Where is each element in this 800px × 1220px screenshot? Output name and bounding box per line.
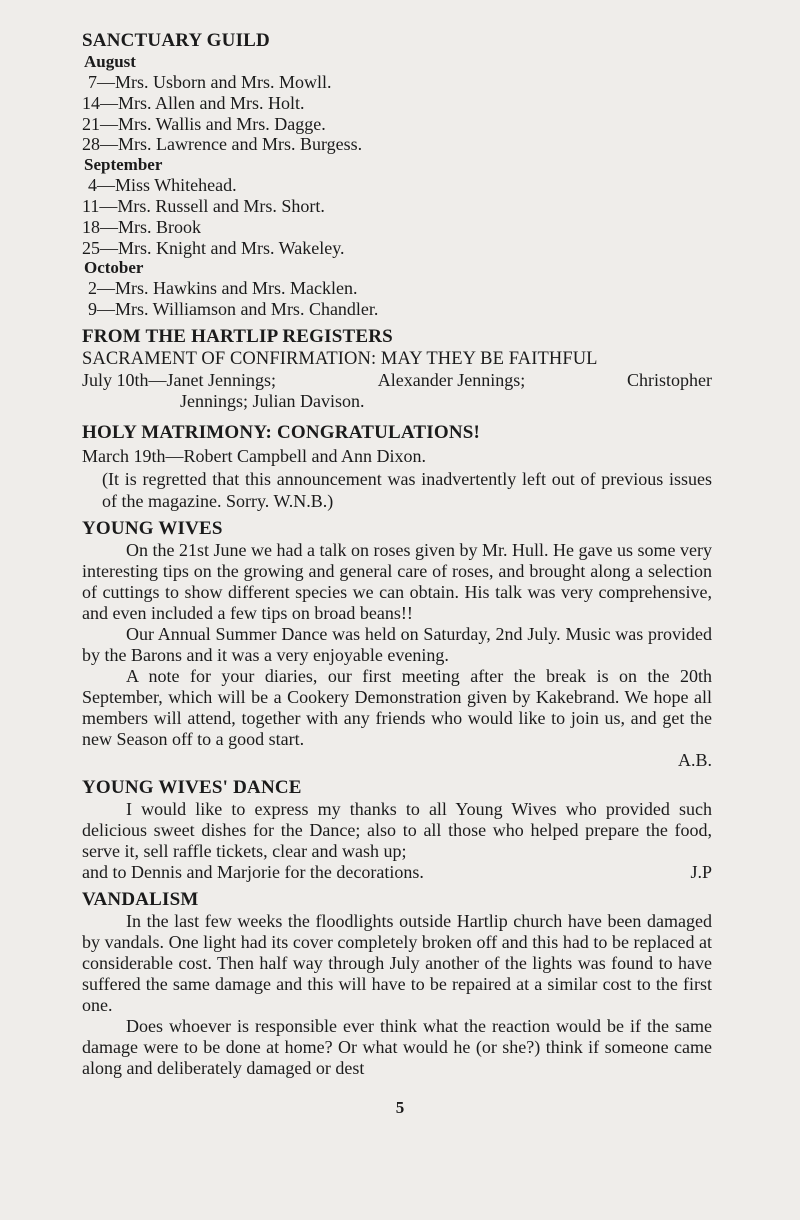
month-heading: September: [84, 155, 163, 175]
vandalism-paragraph: In the last few weeks the floodlights outside Hartlip church have been damaged by vandals. One light had its cover completely broken off and this had to be replaced at considerable cost. Then half way through July another of the lights was found to have suffered the same damage and this will have to be repaired at a similar cost to the first one.: [82, 910, 712, 1015]
section-title-young-wives: YOUNG WIVES: [82, 517, 223, 539]
rota-entry: 11—Mrs. Russell and Mrs. Short.: [82, 195, 325, 216]
page-number: 5: [395, 1098, 405, 1117]
month-heading: October: [84, 258, 144, 278]
rota-entry: 14—Mrs. Allen and Mrs. Holt.: [82, 92, 305, 113]
rota-entry: 25—Mrs. Knight and Mrs. Wakeley.: [82, 237, 345, 258]
section-title-registers: FROM THE HARTLIP REGISTERS: [82, 325, 393, 347]
text-column: [82, 30, 712, 1079]
dance-last-line: [82, 862, 712, 883]
confirmation-names-line: [82, 370, 712, 391]
dance-paragraph: I would like to express my thanks to all Young Wives who provided such delicious sweet dishes for the Dance; also to all those who helped prepare the food, serve it, sell raffle tickets, clear and wash up;: [82, 798, 712, 861]
signature-initials: J.P: [690, 861, 712, 882]
confirmation-name: July 10th—Janet Jennings;: [82, 369, 276, 390]
confirmation-name: Alexander Jennings;: [377, 369, 526, 390]
young-wives-paragraph: A note for your diaries, our first meeting after the break is on the 20th September, which will be a Cookery Demonstration given by Kakebrand. We hope all members will attend, together with any friends who would like to join us, and get the new Season off to a good start.: [82, 665, 712, 749]
rota-entry: 18—Mrs. Brook: [82, 216, 202, 237]
confirmation-name: Christopher: [627, 369, 712, 390]
rota-entry: 21—Mrs. Wallis and Mrs. Dagge.: [82, 113, 326, 134]
confirmation-names-continued: Jennings; Julian Davison.: [180, 390, 365, 411]
rota-entry: 7—Mrs. Usborn and Mrs. Mowll.: [88, 72, 332, 92]
young-wives-paragraph: Our Annual Summer Dance was held on Saturday, 2nd July. Music was provided by the Barons and it was a very enjoyable evening.: [82, 623, 712, 665]
section-title-vandalism: VANDALISM: [82, 888, 199, 910]
signature-initials: A.B.: [677, 749, 712, 770]
confirmation-heading: SACRAMENT OF CONFIRMATION: MAY THEY BE FAITHFUL: [82, 348, 598, 369]
section-title-dance: YOUNG WIVES' DANCE: [82, 776, 302, 798]
young-wives-paragraph: On the 21st June we had a talk on roses given by Mr. Hull. He gave us some very interesting tips on the growing and general care of roses, and brought along a selection of cuttings to show different species we can obtain. His talk was very comprehensive, and even included a few tips on broad beans!!: [82, 539, 712, 623]
vandalism-paragraph: Does whoever is responsible ever think what the reaction would be if the same damage were to be done at home? Or what would he (or she?) think if someone came along and deliberately damaged or dest: [82, 1015, 712, 1078]
section-title-matrimony: HOLY MATRIMONY: CONGRATULATIONS!: [82, 421, 481, 443]
rota-entry: 9—Mrs. Williamson and Mrs. Chandler.: [88, 299, 379, 320]
rota-entry: 28—Mrs. Lawrence and Mrs. Burgess.: [82, 134, 363, 155]
month-heading: August: [84, 52, 136, 71]
rota-entry: 2—Mrs. Hawkins and Mrs. Macklen.: [88, 278, 358, 299]
matrimony-note: (It is regretted that this announcement was inadvertently left out of previous issues of the magazine. Sorry. W.N.B.): [102, 468, 712, 511]
rota-entry: 4—Miss Whitehead.: [88, 175, 237, 196]
dance-paragraph-end: and to Dennis and Marjorie for the decorations.: [82, 861, 424, 882]
matrimony-entry: March 19th—Robert Campbell and Ann Dixon.: [82, 445, 426, 466]
section-title-sanctuary-guild: SANCTUARY GUILD: [82, 30, 270, 51]
